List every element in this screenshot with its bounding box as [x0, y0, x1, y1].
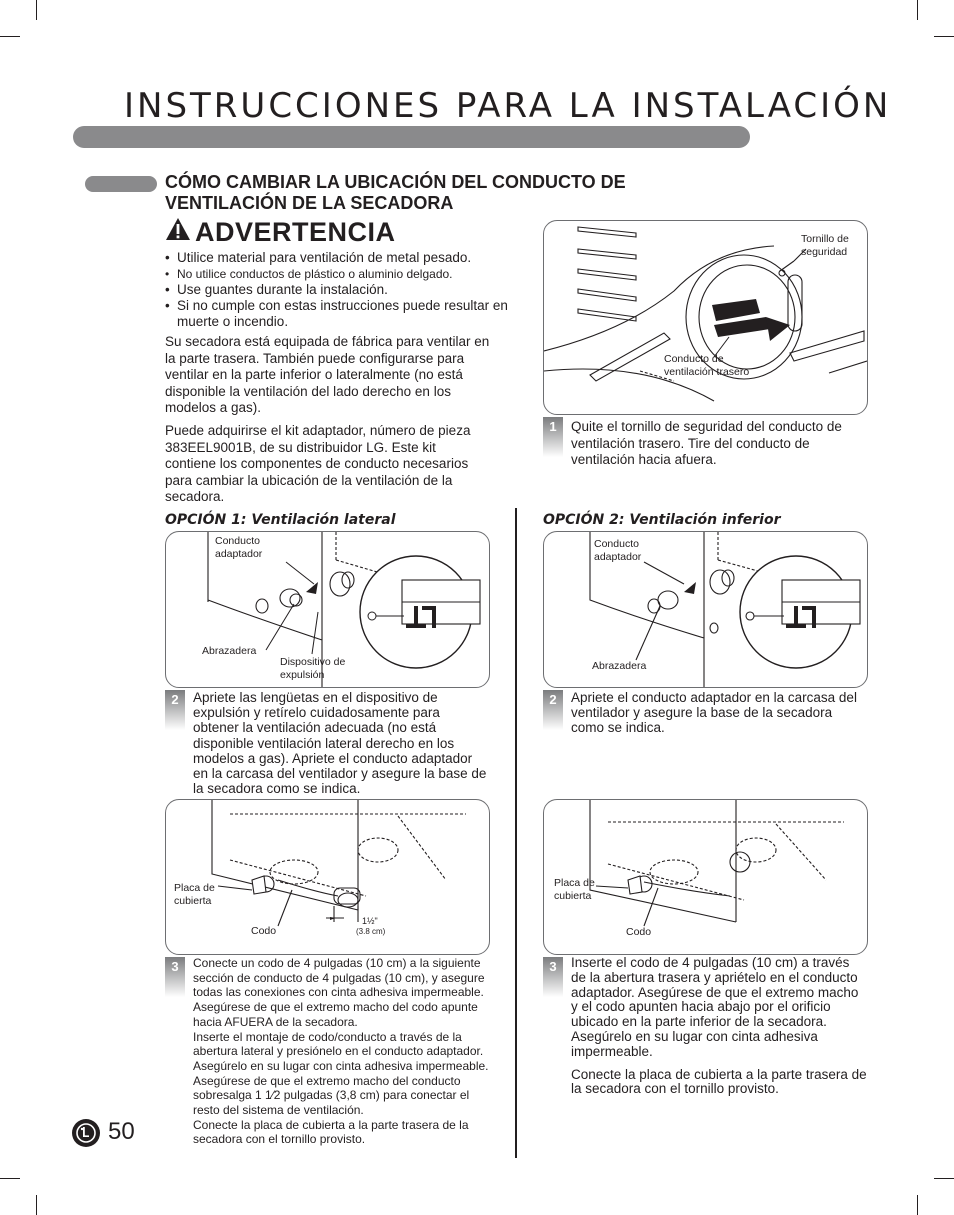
screw-label: Tornillo de seguridad — [801, 233, 849, 258]
step-2-badge: 2 — [543, 690, 563, 730]
title-bar — [73, 126, 750, 148]
section-heading: CÓMO CAMBIAR LA UBICACIÓN DEL CONDUCTO DE VENTILACIÓN DE LA SECADORA — [165, 172, 626, 213]
side-elbow-illustration — [166, 800, 489, 954]
section-pill — [85, 176, 157, 192]
dimension-label: 1½" — [362, 916, 378, 926]
option1-step3-paragraph: Conecte la placa de cubierta a la parte trasera de la secadora con el tornillo provisto. — [193, 1117, 469, 1147]
warning-icon — [165, 217, 191, 248]
option2-step3-paragraph: Conecte la placa de cubierta a la parte trasera de la secadora con el tornillo provisto. — [571, 1066, 867, 1097]
option2-step2-figure — [543, 531, 868, 688]
crop-mark — [36, 1195, 37, 1215]
option1-step2-text: Apriete las lengüetas en el dispositivo de expulsión y retírelo cuidadosamente para obtener la ventilación adecuada (no está disponible ventilación lateral derecho en los modelos a gas). Apriete el conducto adaptador en la carcasa del ventilador y asegure la base de la secadora como se indica. — [193, 690, 487, 797]
step1-text: Quite el tornillo de seguridad del conducto de ventilación trasero. Tire del conducto de ventilación hacia afuera. — [571, 419, 842, 468]
clamp-label: Abrazadera — [202, 645, 257, 657]
list-item: • Use guantes durante la instalación. — [165, 282, 510, 298]
crop-mark — [934, 1178, 954, 1179]
option1-step3-paragraph: Asegúrese de que el extremo macho del conducto sobresalga 1 1⁄2 pulgadas (3,8 cm) para conectar el resto del sistema de ventilación. — [193, 1073, 470, 1118]
step-3-badge: 3 — [165, 957, 185, 997]
intro-paragraph-2: Puede adquirirse el kit adaptador, número de pieza 383EEL9001B, de su distribuidor LG. Este kit contiene los componentes de conducto necesarios para cambiar la ubicación de la ventilación de la secadora. — [165, 423, 471, 505]
adapter-label: Conducto adaptador — [215, 535, 263, 560]
list-item: • No utilice conductos de plástico o aluminio delgado. — [165, 266, 510, 282]
page-title: INSTRUCCIONES PARA LA INSTALACIÓN — [124, 86, 892, 126]
list-item: • Utilice material para ventilación de metal pesado. — [165, 250, 510, 266]
crop-mark — [0, 1178, 20, 1179]
option1-heading: OPCIÓN 1: Ventilación lateral — [165, 512, 396, 528]
elbow-label: Codo — [626, 926, 652, 938]
list-item: • Si no cumple con estas instrucciones puede resultar en muerte o incendio. — [165, 298, 510, 330]
warning-title — [165, 217, 396, 248]
crop-mark — [917, 1195, 918, 1215]
crop-mark — [917, 0, 918, 20]
dimension-cm-label: (3.8 cm) — [356, 927, 386, 936]
column-divider — [515, 508, 517, 1158]
page-number: 50 — [108, 1118, 135, 1145]
option2-heading: OPCIÓN 2: Ventilación inferior — [543, 512, 781, 528]
warning-list — [165, 250, 510, 330]
option2-step3-figure — [543, 799, 868, 955]
option2-step3-text — [571, 956, 867, 1097]
step-3-badge: 3 — [543, 957, 563, 997]
option1-step3-paragraph: Inserte el montaje de codo/conducto a través de la abertura lateral y presiónelo en el conducto adaptador. Asegúrelo en su lugar con cinta adhesiva impermeable. — [193, 1029, 489, 1073]
crop-mark — [934, 36, 954, 37]
step-2-badge: 2 — [165, 690, 185, 730]
rear-duct-label: Conducto de ventilación trasero — [664, 353, 750, 378]
option2-step3-paragraph: Inserte el codo de 4 pulgadas (10 cm) a través de la abertura trasera y apriételo en el conducto adaptador. Asegúrese de que el extremo macho y el codo apunten hacia abajo por el orificio ubicado en la parte inferior de la secadora. Asegúrelo en su lugar con cinta adhesiva impermeable. — [571, 955, 859, 1059]
cover-plate-label: Placa de cubierta — [174, 882, 215, 907]
step-1-badge: 1 — [543, 417, 563, 457]
step1-figure — [543, 220, 868, 415]
elbow-label: Codo — [251, 925, 277, 937]
crop-mark — [36, 0, 37, 20]
option1-step3-text — [193, 956, 493, 1147]
option1-step3-figure — [165, 799, 490, 955]
intro-paragraph-1: Su secadora está equipada de fábrica para ventilar en la parte trasera. También puede configurarse para ventilar en la parte inferior o lateralmente (no está disponible la ventilación del lado derecho en los modelos a gas). — [165, 334, 490, 416]
knockout-label: Dispositivo de expulsión — [280, 656, 346, 681]
option1-step2-figure — [165, 531, 490, 688]
adapter-label: Conducto adaptador — [594, 538, 642, 563]
crop-mark — [0, 36, 20, 37]
warning-label: ADVERTENCIA — [195, 217, 396, 247]
lg-logo-icon — [72, 1119, 100, 1147]
clamp-label: Abrazadera — [592, 660, 647, 672]
cover-plate-label: Placa de cubierta — [554, 877, 595, 902]
option1-step3-paragraph: Conecte un codo de 4 pulgadas (10 cm) a la siguiente sección de conducto de 4 pulgadas (10 cm), y asegure todas las conexiones con cinta adhesiva impermeable. Asegúrese de que el extremo macho del codo apunte hacia AFUERA de la secadora. — [193, 956, 485, 1029]
option2-step2-text: Apriete el conducto adaptador en la carcasa del ventilador y asegure la base de la secadora como se indica. — [571, 690, 857, 735]
